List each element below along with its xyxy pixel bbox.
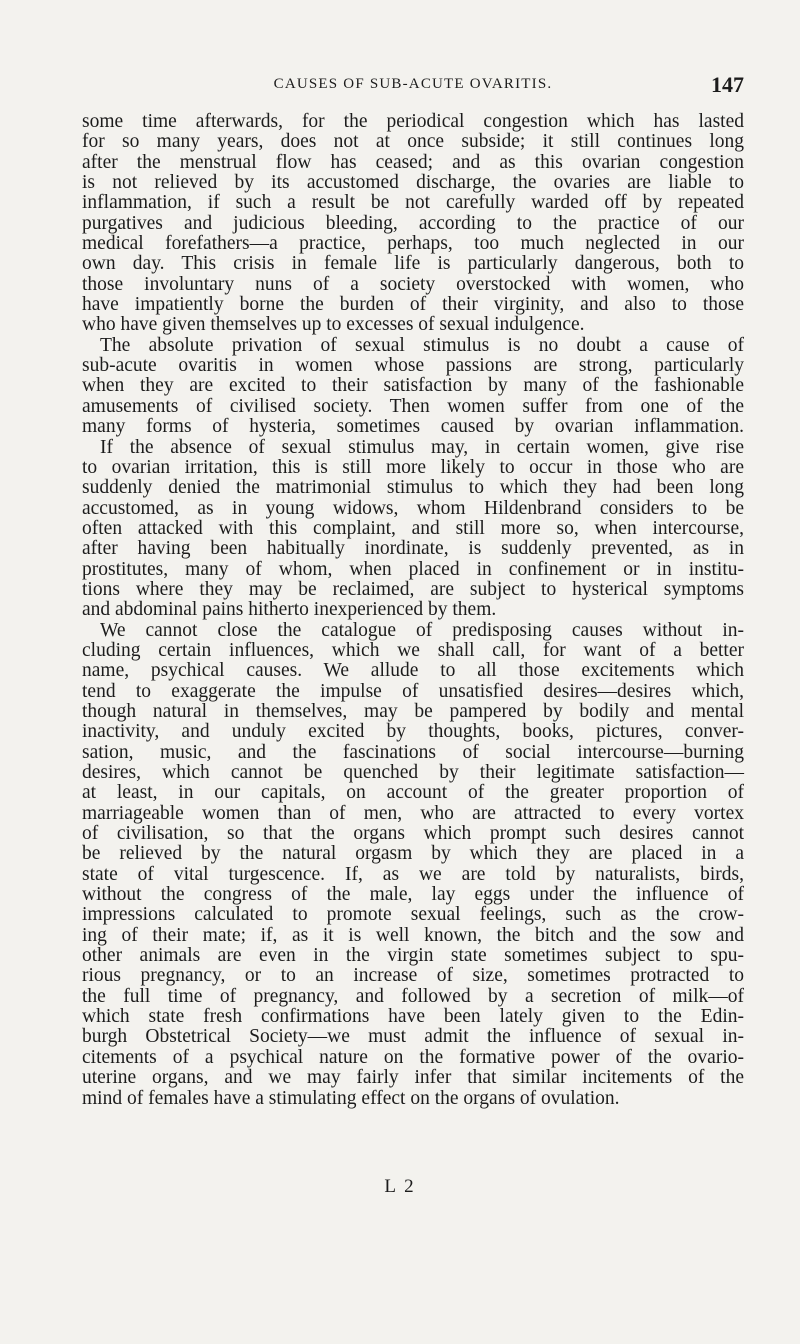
text-line: who have given themselves up to excesses of sexual indulgence.	[82, 314, 585, 336]
text-line: and abdominal pains hitherto inexperienced by them.	[82, 599, 497, 621]
text-line: sation, music, and the fascinations of social intercourse—burning	[82, 741, 744, 763]
running-head	[82, 72, 744, 106]
text-line: The absolute privation of sexual stimulus is no doubt a cause of	[100, 334, 744, 356]
text-line: marriageable women than of men, who are attracted to every vortex	[82, 802, 744, 824]
text-line: suddenly denied the matrimonial stimulus to which they had been long	[82, 477, 744, 499]
text-line: own day. This crisis in female life is particularly dangerous, both to	[82, 253, 744, 275]
text-line: tions where they may be reclaimed, are subject to hysterical symptoms	[82, 578, 744, 600]
text-line: accustomed, as in young widows, whom Hildenbrand considers to be	[82, 497, 744, 519]
page-number: 147	[711, 72, 744, 97]
text-line: inflammation, if such a result be not carefully warded off by repeated	[82, 192, 744, 214]
signature-mark: L 2	[384, 1176, 416, 1197]
text-line: tend to exaggerate the impulse of unsatisfied desires—desires which,	[82, 680, 744, 702]
text-line: of civilisation, so that the organs which prompt such desires cannot	[82, 823, 744, 845]
text-line: prostitutes, many of whom, when placed in confinement or in institu-	[82, 558, 744, 580]
text-line: is not relieved by its accustomed discharge, the ovaries are liable to	[82, 172, 744, 194]
text-line: We cannot close the catalogue of predisposing causes without in-	[100, 619, 744, 641]
text-line: name, psychical causes. We allude to all those excitements which	[82, 660, 744, 682]
text-line: purgatives and judicious bleeding, according to the practice of our	[82, 212, 744, 234]
text-line: medical forefathers—a practice, perhaps, too much neglected in our	[82, 233, 744, 255]
text-line: which state fresh confirmations have been lately given to the Edin-	[82, 1006, 744, 1028]
text-line: other animals are even in the virgin state sometimes subject to spu-	[82, 945, 744, 967]
text-line: If the absence of sexual stimulus may, in certain women, give rise	[100, 436, 744, 458]
text-line: burgh Obstetrical Society—we must admit the influence of sexual in-	[82, 1026, 744, 1048]
text-line: inactivity, and unduly excited by thoughts, books, pictures, conver-	[82, 721, 744, 743]
text-line: desires, which cannot be quenched by their legitimate satisfaction—	[82, 762, 744, 783]
text-line: be relieved by the natural orgasm by which they are placed in a	[82, 843, 744, 865]
text-line: to ovarian irritation, this is still more likely to occur in those who are	[82, 456, 744, 478]
text-line: citements of a psychical nature on the formative power of the ovario-	[82, 1046, 744, 1068]
text-line: those involuntary nuns of a society overstocked with women, who	[82, 273, 744, 295]
text-line: the full time of pregnancy, and followed by a secretion of milk—of	[82, 985, 744, 1007]
text-line: after having been habitually inordinate, is suddenly prevented, as in	[82, 538, 744, 560]
text-line: impressions calculated to promote sexual feelings, such as the crow-	[82, 904, 744, 926]
text-line: many forms of hysteria, sometimes caused by ovarian inflammation.	[82, 416, 744, 438]
running-title: CAUSES OF SUB-ACUTE OVARITIS.	[273, 76, 553, 92]
text-line: sub-acute ovaritis in women whose passions are strong, particularly	[82, 355, 744, 377]
text-line: uterine organs, and we may fairly infer that similar incitements of the	[82, 1067, 744, 1089]
text-line: some time afterwards, for the periodical congestion which has lasted	[82, 111, 744, 132]
text-line: amusements of civilised society. Then women suffer from one of the	[82, 395, 744, 417]
text-line: after the menstrual flow has ceased; and as this ovarian congestion	[82, 151, 744, 173]
text-line: mind of females have a stimulating effect on the organs of ovulation.	[82, 1087, 620, 1109]
text-line: without the congress of the male, lay eggs under the influence of	[82, 884, 744, 906]
text-line: rious pregnancy, or to an increase of size, sometimes protracted to	[82, 965, 744, 987]
text-line: have impatiently borne the burden of their virginity, and also to those	[82, 294, 744, 316]
text-line: at least, in our capitals, on account of the greater proportion of	[82, 782, 744, 804]
text-line: ing of their mate; if, as it is well known, the bitch and the sow and	[82, 924, 744, 946]
text-line: often attacked with this complaint, and still more so, when intercourse,	[82, 517, 744, 539]
text-line: though natural in themselves, may be pampered by bodily and mental	[82, 700, 744, 722]
text-line: when they are excited to their satisfaction by many of the fashionable	[82, 375, 744, 397]
text-line: for so many years, does not at once subside; it still continues long	[82, 131, 744, 153]
body-text	[82, 112, 744, 1109]
text-line: cluding certain influences, which we shall call, for want of a better	[82, 639, 744, 661]
text-line: state of vital turgescence. If, as we are told by naturalists, birds,	[82, 863, 744, 885]
